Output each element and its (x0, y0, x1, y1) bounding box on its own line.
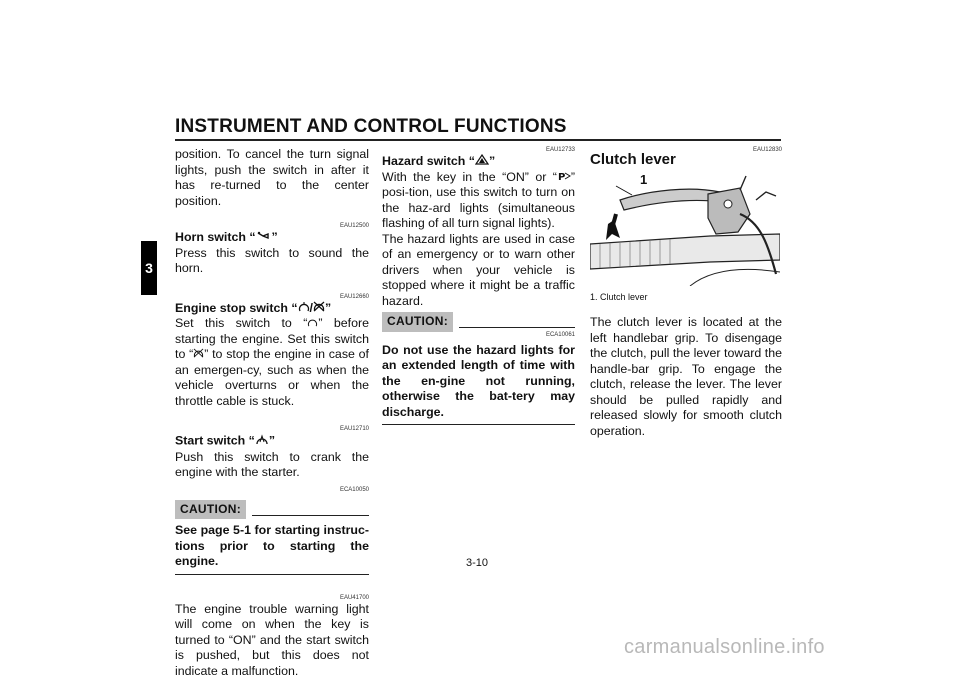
header-rule (175, 139, 781, 141)
clutch-lever-illustration (590, 171, 780, 286)
figure-callout-number: 1 (640, 171, 648, 187)
caution-text: Do not use the hazard lights for an extended length of time with the en-gine not running, otherwise the bat-tery may discharge. (382, 342, 575, 419)
caution-bottom-rule (175, 574, 369, 575)
engine-stop-switch-heading: Engine stop switch “ / ” (175, 300, 332, 315)
start-switch-heading: Start switch “ ” (175, 433, 276, 448)
page-number: 3-10 (466, 557, 489, 569)
engine-run-icon (307, 316, 318, 332)
engine-stop-switch-body: Set this switch to “ ” before starting the engine. Set this switch to “ ” to stop the engine in case of an emergen-cy, such as when the vehicle overturns or when the throttle cable is stuck. (175, 316, 369, 408)
caution-rule (459, 327, 575, 328)
engine-stop-icon (313, 301, 325, 317)
clutch-lever-body: The clutch lever is located at the left handlebar grip. To disengage the clutch, pull the lever toward the handle-bar grip. To engage the clutch, release the lever. The lever should be pulled rapidly and released slowly for smooth clutch operation. (590, 315, 782, 438)
hazard-switch-body-2: The hazard lights are used in case of an emergency or to warn other drivers when your vehicle is stopped where it might be a traffic hazard. (382, 231, 575, 308)
parking-icon (557, 170, 571, 186)
chapter-tab: 3 (141, 241, 157, 295)
caution-code: ECA10061 (545, 331, 575, 338)
caution-box (175, 500, 369, 575)
caution-bottom-rule (382, 424, 575, 425)
hazard-switch-heading: Hazard switch “ ” (382, 154, 496, 169)
section-code: EAU12660 (339, 293, 369, 300)
caution-code: ECA10050 (339, 486, 369, 493)
section-code: EAU41700 (339, 594, 369, 601)
caution-text: See page 5-1 for starting instruc-tions prior to starting the engine. (175, 523, 369, 569)
caution-label: CAUTION: (382, 312, 453, 332)
hazard-icon (475, 154, 489, 170)
svg-text:P: P (557, 171, 566, 181)
section-code: EAU12733 (545, 147, 575, 153)
intro-paragraph: position. To cancel the turn signal lights, push the switch in after it has re-turned to the center position. (175, 147, 369, 208)
column-1 (175, 147, 369, 679)
horn-icon (256, 230, 272, 246)
caution-box (382, 312, 575, 425)
engine-stop-icon (193, 347, 204, 363)
caution-rule (252, 515, 369, 516)
section-code: EAU12500 (339, 223, 369, 229)
figure-caption: 1. Clutch lever (590, 291, 648, 302)
horn-switch-body: Press this switch to sound the horn. (175, 245, 369, 276)
page-header-title: INSTRUMENT AND CONTROL FUNCTIONS (175, 116, 567, 137)
section-code: EAU12830 (752, 147, 782, 153)
start-icon (255, 433, 269, 450)
engine-run-icon (298, 301, 310, 317)
section-code: EAU12710 (339, 426, 369, 433)
caution-label: CAUTION: (175, 500, 246, 520)
clutch-lever-heading: Clutch lever (590, 151, 676, 168)
column-2 (382, 147, 575, 425)
warning-light-body: The engine trouble warning light will come on when the key is turned to “ON” and the start switch is pushed, but this does not indicate a malfunction. (175, 601, 369, 678)
column-3 (590, 147, 782, 439)
hazard-switch-body-1: With the key in the “ON” or “ P ” posi-tion, use this switch to turn on the haz-ard lights (simultaneous flashing of all turn signal lights). (382, 169, 575, 231)
horn-switch-heading: Horn switch “ ” (175, 230, 278, 245)
start-switch-body: Push this switch to crank the engine with the starter. (175, 449, 369, 480)
watermark: carmanualsonline.info (624, 636, 825, 658)
